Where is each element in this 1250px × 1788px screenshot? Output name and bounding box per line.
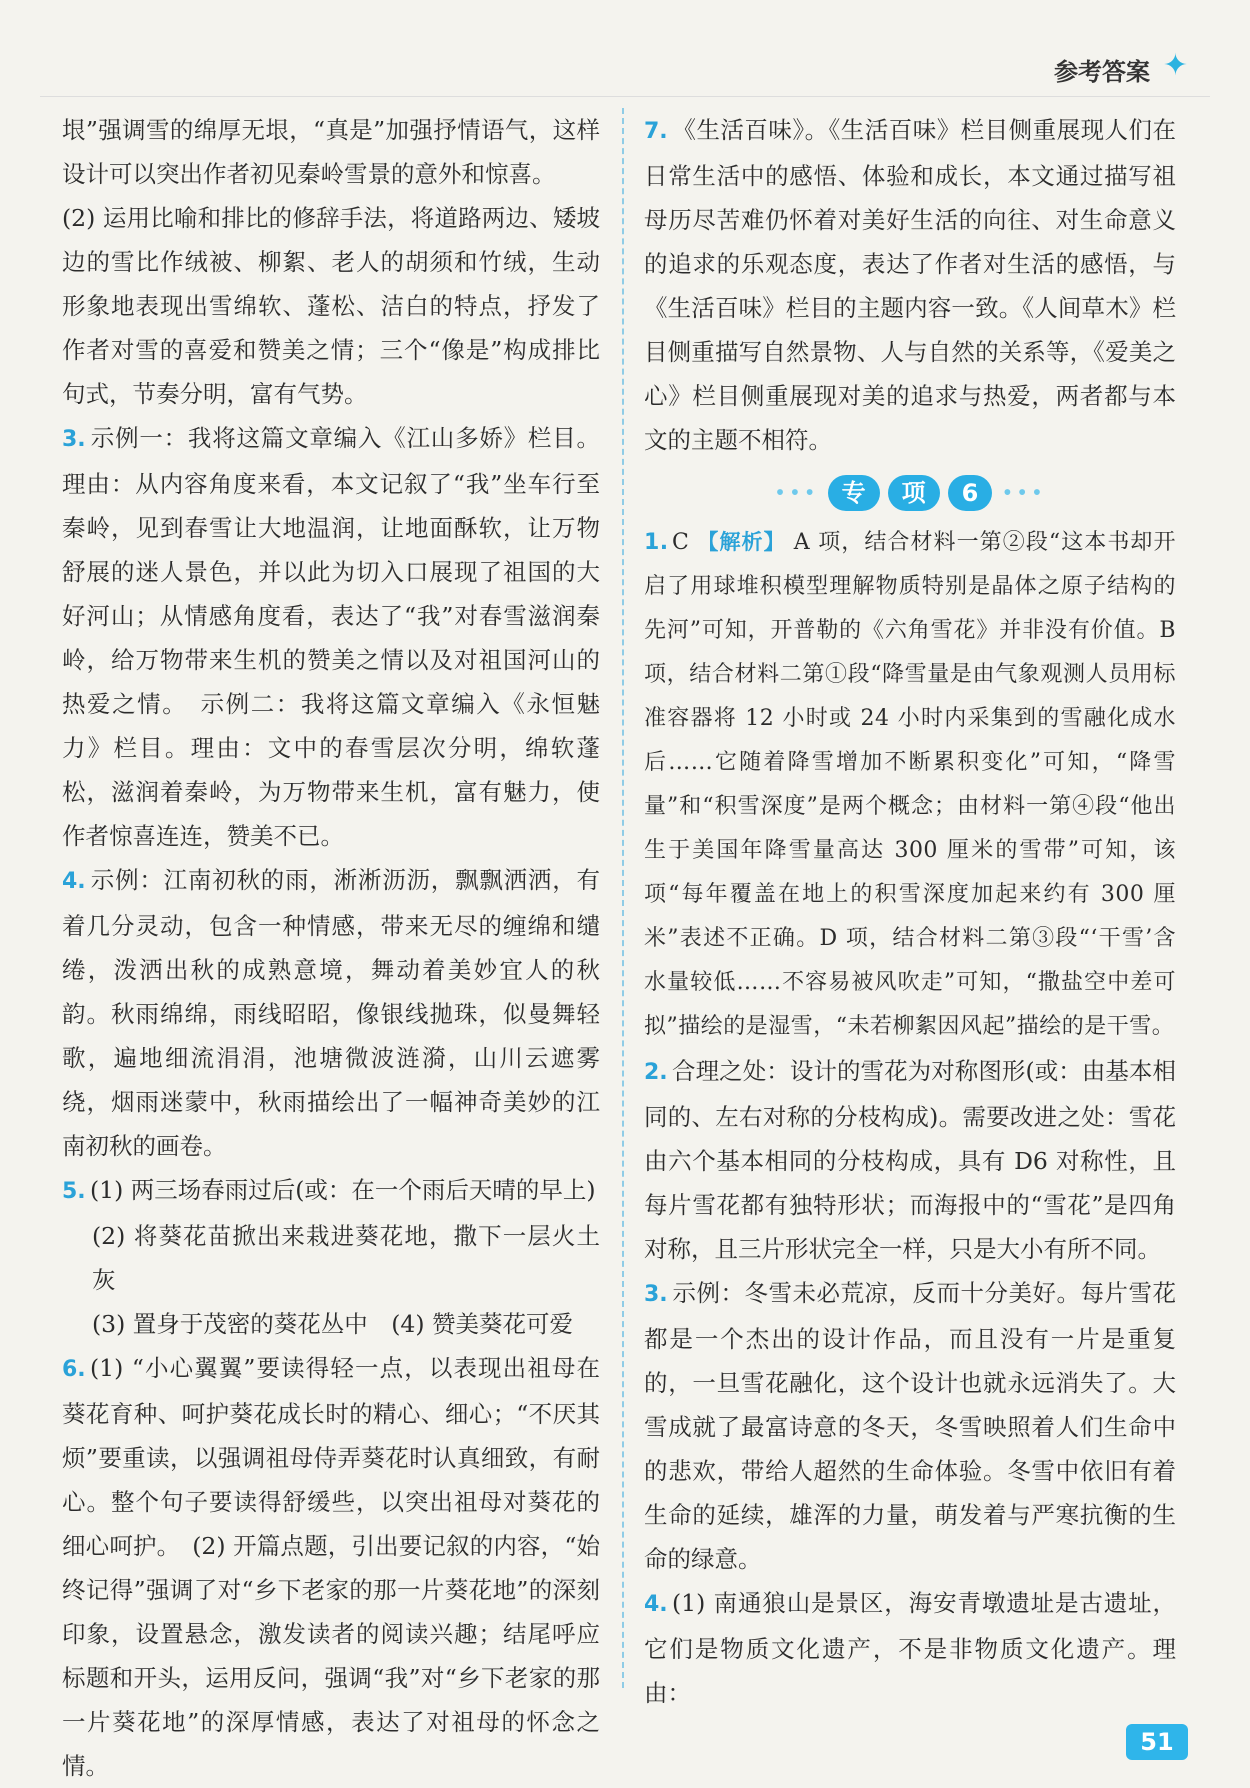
section-answer-4 [644,1581,1176,1715]
answer-3 [62,416,600,858]
section-answer-1 [644,520,1176,1049]
section-label-char-2: 项 [888,475,940,511]
column-divider [622,108,624,1688]
section-label-char-1: 专 [828,475,880,511]
question-number: 3. [644,1282,668,1307]
answer-text: (1) 南通狼山是景区，海安青墩遗址是古遗址，它们是物质文化遗产，不是非物质文化遗产。理由： [644,1589,1176,1707]
answer-choice: C [672,530,690,555]
answer-4 [62,858,600,1168]
question-number: 6. [62,1357,86,1382]
right-column [644,108,1176,1715]
answer-text: 《生活百味》。《生活百味》栏目侧重展现人们在日常生活中的感悟、体验和成长，本文通过描写祖母历尽苦难仍怀着对美好生活的向往、对生命意义的追求的乐观态度，表达了作者对生活的感悟，与《生活百味》栏目的主题内容一致。《人间草木》栏目侧重描写自然景物、人与自然的关系等，《爱美之心》栏目侧重展现对美的追求与热爱，两者都与本文的主题不相符。 [644,116,1176,454]
dots-right: ••• [1001,480,1046,505]
answer-5-line-2: (2) 将葵花苗掀出来栽进葵花地，撒下一层火土灰 [92,1222,600,1294]
section-heading [644,466,1176,518]
answer-text: 示例：江南初秋的雨，淅淅沥沥，飘飘洒洒，有着几分灵动，包含一种情感，带来无尽的缠绵和缱绻，泼洒出秋的成熟意境，舞动着美妙宜人的秋韵。秋雨绵绵，雨线昭昭，像银线拋珠，似曼舞轻歌，遍地细流涓涓，池塘微波涟漪，山川云遮雾绕，烟雨迷蒙中，秋雨描绘出了一幅神奇美妙的江南初秋的画卷。 [62,866,600,1160]
answer-text: 示例：冬雪未必荒凉，反而十分美好。每片雪花都是一个杰出的设计作品，而且没有一片是重复的，一旦雪花融化，这个设计也就永远消失了。大雪成就了最富诗意的冬天，冬雪映照着人们生命中的悲欢，带给人超然的生命体验。冬雪中依旧有着生命的延续，雄浑的力量，萌发着与严寒抗衡的生命的绿意。 [644,1279,1176,1573]
analysis-text: A 项，结合材料一第②段“这本书却开启了用球堆积模型理解物质特别是晶体之原子结构的先河”可知，开普勒的《六角雪花》并非没有价值。B 项，结合材料二第①段“降雪量是由气象观测人员用标准容器将 12 小时或 24 小时内采集到的雪融化成水后……它随着降雪增加不断累积变化”可知，“降雪量”和“积雪深度”是两个概念；由材料一第④段“他出生于美国年降雪量高达 300 厘米的雪带”可知，该项“每年覆盖在地上的积雪深度加起来约有 300 厘米”表述不正确。D 项，结合材料二第③段“‘干雪’含水量较低……不容易被风吹走”可知，“撒盐空中差可拟”描绘的是湿雪，“未若柳絮因风起”描绘的是干雪。 [644,530,1176,1039]
answer-text: 合理之处：设计的雪花为对称图形(或：由基本相同的、左右对称的分枝构成)。需要改进之处：雪花由六个基本相同的分枝构成，具有 D6 对称性，且每片雪花都有独特形状；而海报中的“雪花”是四角对称，且三片形状完全一样，只是大小有所不同。 [644,1057,1176,1263]
analysis-tag: 【解析】 [697,530,786,554]
answer-5 [62,1168,600,1214]
dots-left: ••• [774,480,819,505]
sparkle-icon: ✦ [1162,48,1188,83]
question-number: 4. [644,1592,668,1617]
question-number: 7. [644,119,668,144]
header-divider [40,96,1210,97]
section-answer-3 [644,1271,1176,1581]
section-answer-2 [644,1049,1176,1271]
question-number: 4. [62,869,86,894]
question-number: 5. [62,1179,86,1204]
answer-text: 示例一：我将这篇文章编入《江山多娇》栏目。理由：从内容角度来看，本文记叙了“我”坐车行至秦岭，见到春雪让大地温润，让地面酥软，让万物舒展的迷人景色，并以此为切入口展现了祖国的大好河山；从情感角度看，表达了“我”对春雪滋润秦岭，给万物带来生机的赞美之情以及对祖国河山的热爱之情。 示例二：我将这篇文章编入《永恒魅力》栏目。理由：文中的春雪层次分明，绵软蓬松，滋润着秦岭，为万物带来生机，富有魅力，使作者惊喜连连，赞美不已。 [62,424,600,850]
answer-5-line-3: (3) 置身于茂密的葵花丛中 (4) 赞美葵花可爱 [92,1310,574,1338]
question-number: 3. [62,427,86,452]
continued-paragraph: 垠”强调雪的绵厚无垠，“真是”加强抒情语气，这样设计可以突出作者初见秦岭雪景的意外和惊喜。 [62,116,600,188]
page-number-badge: 51 [1126,1724,1188,1760]
answer-6 [62,1346,600,1788]
question-number: 1. [644,530,669,555]
left-column [62,108,600,1788]
answer-7 [644,108,1176,462]
answer-line: (1) 两三场春雨过后(或：在一个雨后天晴的早上) [90,1176,596,1204]
answer-text: (1) “小心翼翼”要读得轻一点，以表现出祖母在葵花育种、呵护葵花成长时的精心、细心；“不厌其烦”要重读，以强调祖母侍弄葵花时认真细致，有耐心。整个句子要读得舒缓些，以突出祖母对葵花的细心呵护。 (2) 开篇点题，引出要记叙的内容，“始终记得”强调了对“乡下老家的那一片葵花地”的深刻印象，设置悬念，激发读者的阅读兴趣；结尾呼应标题和开头，运用反问，强调“我”对“乡下老家的那一片葵花地”的深厚情感，表达了对祖母的怀念之情。 [62,1354,600,1780]
section-number: 6 [948,475,993,511]
question-number: 2. [644,1060,668,1085]
continued-paragraph-2: (2) 运用比喻和排比的修辞手法，将道路两边、矮坡边的雪比作绒被、柳絮、老人的胡须和竹绒，生动形象地表现出雪绵软、蓬松、洁白的特点，抒发了作者对雪的喜爱和赞美之情；三个“像是”构成排比句式，节奏分明，富有气势。 [62,204,600,408]
header-title: 参考答案 [1054,58,1150,86]
